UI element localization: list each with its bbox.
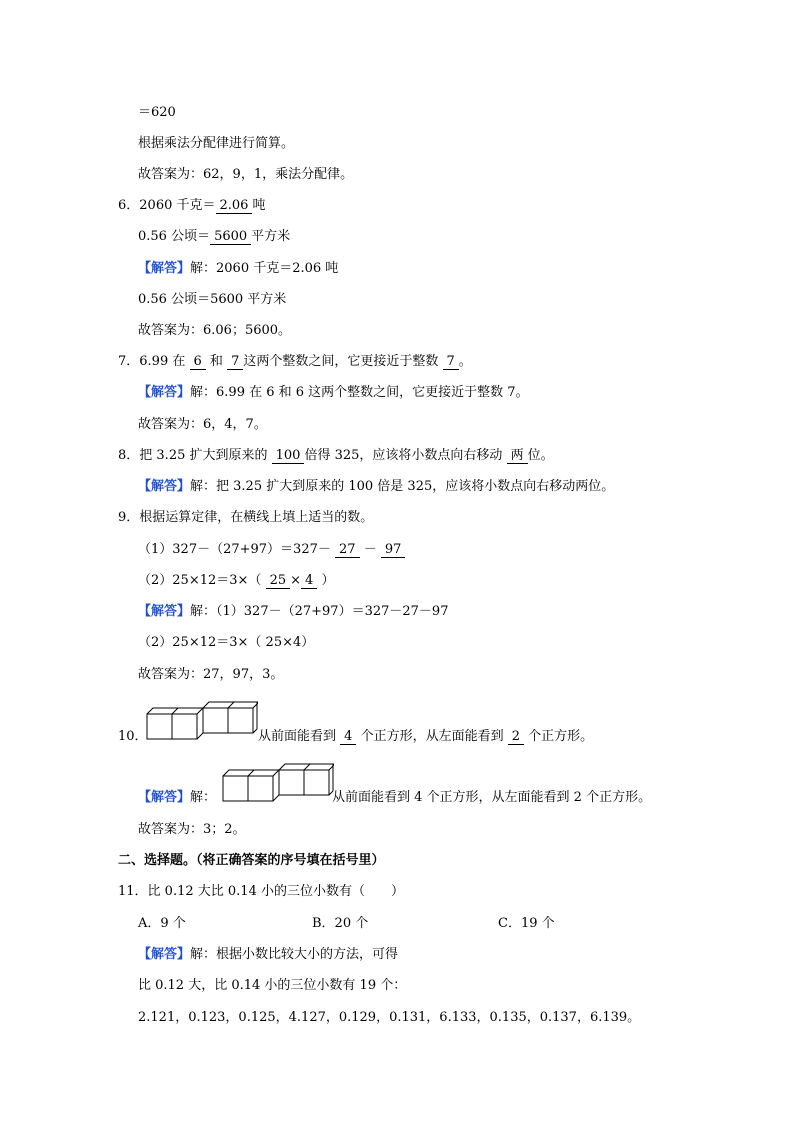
solution-text: 解：把 3.25 扩大到原来的 100 倍是 325，应该将小数点向右移动两位。 xyxy=(190,479,615,494)
blank-answer: 97 xyxy=(381,542,406,558)
cubes-figure-icon xyxy=(222,760,334,802)
solution-10 xyxy=(138,789,216,807)
question-text: 个正方形。 xyxy=(528,729,594,744)
question-text: 倍得 325，应该将小数点向右移动 xyxy=(304,448,503,463)
blank-answer: 27 xyxy=(335,542,360,558)
question-text: 平方米 xyxy=(251,229,291,244)
question-6-line-2 xyxy=(138,228,290,246)
solution-text: 解：6.99 在 6 和 6 这两个整数之间，它更接近于整数 7。 xyxy=(190,385,529,400)
option-b: B．20 个 xyxy=(312,916,369,931)
question-text: 这两个整数之间，它更接近于整数 xyxy=(243,354,439,369)
section-title: 二、选择题。（将正确答案的序号填在括号里） xyxy=(118,853,385,868)
question-9-part-2 xyxy=(138,572,334,590)
answer-tag: 【解答】 xyxy=(138,790,191,805)
answer-summary: 故答案为：3；2。 xyxy=(138,822,246,837)
solution-text: 解：2060 千克＝2.06 吨 xyxy=(190,261,339,276)
blank-answer: 2 xyxy=(508,729,524,745)
blank-answer: 7 xyxy=(227,354,243,370)
question-number: 7． xyxy=(118,354,140,369)
solution-text: （2）25×12＝3×（ 25×4） xyxy=(138,635,315,650)
question-number: 11． xyxy=(118,884,148,899)
question-text: （1）327－（27+97）＝327－ xyxy=(138,542,331,557)
question-number: 10． xyxy=(118,729,148,744)
question-text: 比 0.12 大比 0.14 小的三位小数有（ ） xyxy=(147,884,404,899)
question-text: 把 3.25 扩大到原来的 xyxy=(139,448,268,463)
option-c: C．19 个 xyxy=(498,916,555,931)
question-text: 6.99 在 xyxy=(139,354,186,369)
question-6 xyxy=(118,197,265,215)
solution-text: 比 0.12 大，比 0.14 小的三位小数有 19 个： xyxy=(138,978,407,993)
explanation-text: 根据乘法分配律进行简算。 xyxy=(138,136,295,151)
question-9 xyxy=(118,509,373,527)
answer-tag: 【解答】 xyxy=(138,261,191,276)
answer-summary: 故答案为：62，9，1，乘法分配律。 xyxy=(138,167,354,182)
equation-result: ＝620 xyxy=(138,105,176,120)
blank-answer: 4 xyxy=(301,573,317,589)
question-text: 吨 xyxy=(252,198,266,213)
question-10-text xyxy=(258,728,593,746)
question-text: × xyxy=(290,573,302,588)
question-10 xyxy=(118,728,148,746)
question-text: （2）25×12＝3×（ xyxy=(138,573,262,588)
answer-summary: 故答案为：6，4，7。 xyxy=(138,417,267,432)
solution-7 xyxy=(138,384,529,402)
blank-answer: 2.06 xyxy=(216,198,253,214)
answer-tag: 【解答】 xyxy=(138,947,191,962)
question-9-part-1 xyxy=(138,541,405,559)
question-number: 8． xyxy=(118,448,140,463)
answer-tag: 【解答】 xyxy=(138,479,191,494)
answer-tag: 【解答】 xyxy=(138,385,191,400)
question-text: 位。 xyxy=(527,448,554,463)
solution-text: 从前面能看到 4 个正方形，从左面能看到 2 个正方形。 xyxy=(332,790,652,805)
solution-9 xyxy=(138,603,448,621)
answer-summary: 故答案为：6.06；5600。 xyxy=(138,323,292,338)
cubes-figure-icon xyxy=(146,698,258,740)
question-7 xyxy=(118,353,472,371)
question-text: 从前面能看到 xyxy=(258,729,337,744)
solution-11 xyxy=(138,946,398,964)
blank-answer: 7 xyxy=(443,354,459,370)
blank-answer: 25 xyxy=(266,573,291,589)
question-text: 和 xyxy=(209,354,223,369)
question-text: 根据运算定律，在横线上填上适当的数。 xyxy=(139,510,374,525)
solution-text: 0.56 公顷＝5600 平方米 xyxy=(138,292,287,307)
question-text: 0.56 公顷＝ xyxy=(138,229,211,244)
solution-8 xyxy=(138,478,614,496)
question-text: － xyxy=(363,542,377,557)
question-11 xyxy=(118,883,404,901)
solution-6 xyxy=(138,260,338,278)
solution-list: 2.121，0.123，0.125，4.127，0.129，0.131，6.133，0.135，0.137，6.139。 xyxy=(138,1010,641,1025)
solution-text: 解：根据小数比较大小的方法，可得 xyxy=(190,947,399,962)
question-text: 个正方形，从左面能看到 xyxy=(360,729,504,744)
option-a: A．9 个 xyxy=(138,916,186,931)
blank-answer: 6 xyxy=(190,354,206,370)
question-text: ） xyxy=(321,573,335,588)
blank-answer: 100 xyxy=(272,448,305,464)
question-text: 。 xyxy=(458,354,472,369)
solution-text: 解：（1）327－（27+97）＝327－27－97 xyxy=(190,604,449,619)
solution-text: 解： xyxy=(190,790,217,805)
blank-answer: 两 xyxy=(507,448,528,464)
question-number: 6． xyxy=(118,198,140,213)
question-number: 9． xyxy=(118,510,140,525)
answer-summary: 故答案为：27，97，3。 xyxy=(138,667,284,682)
question-8 xyxy=(118,447,554,465)
question-text: 2060 千克＝ xyxy=(139,198,216,213)
blank-answer: 5600 xyxy=(210,229,251,245)
answer-tag: 【解答】 xyxy=(138,604,191,619)
blank-answer: 4 xyxy=(340,729,356,745)
